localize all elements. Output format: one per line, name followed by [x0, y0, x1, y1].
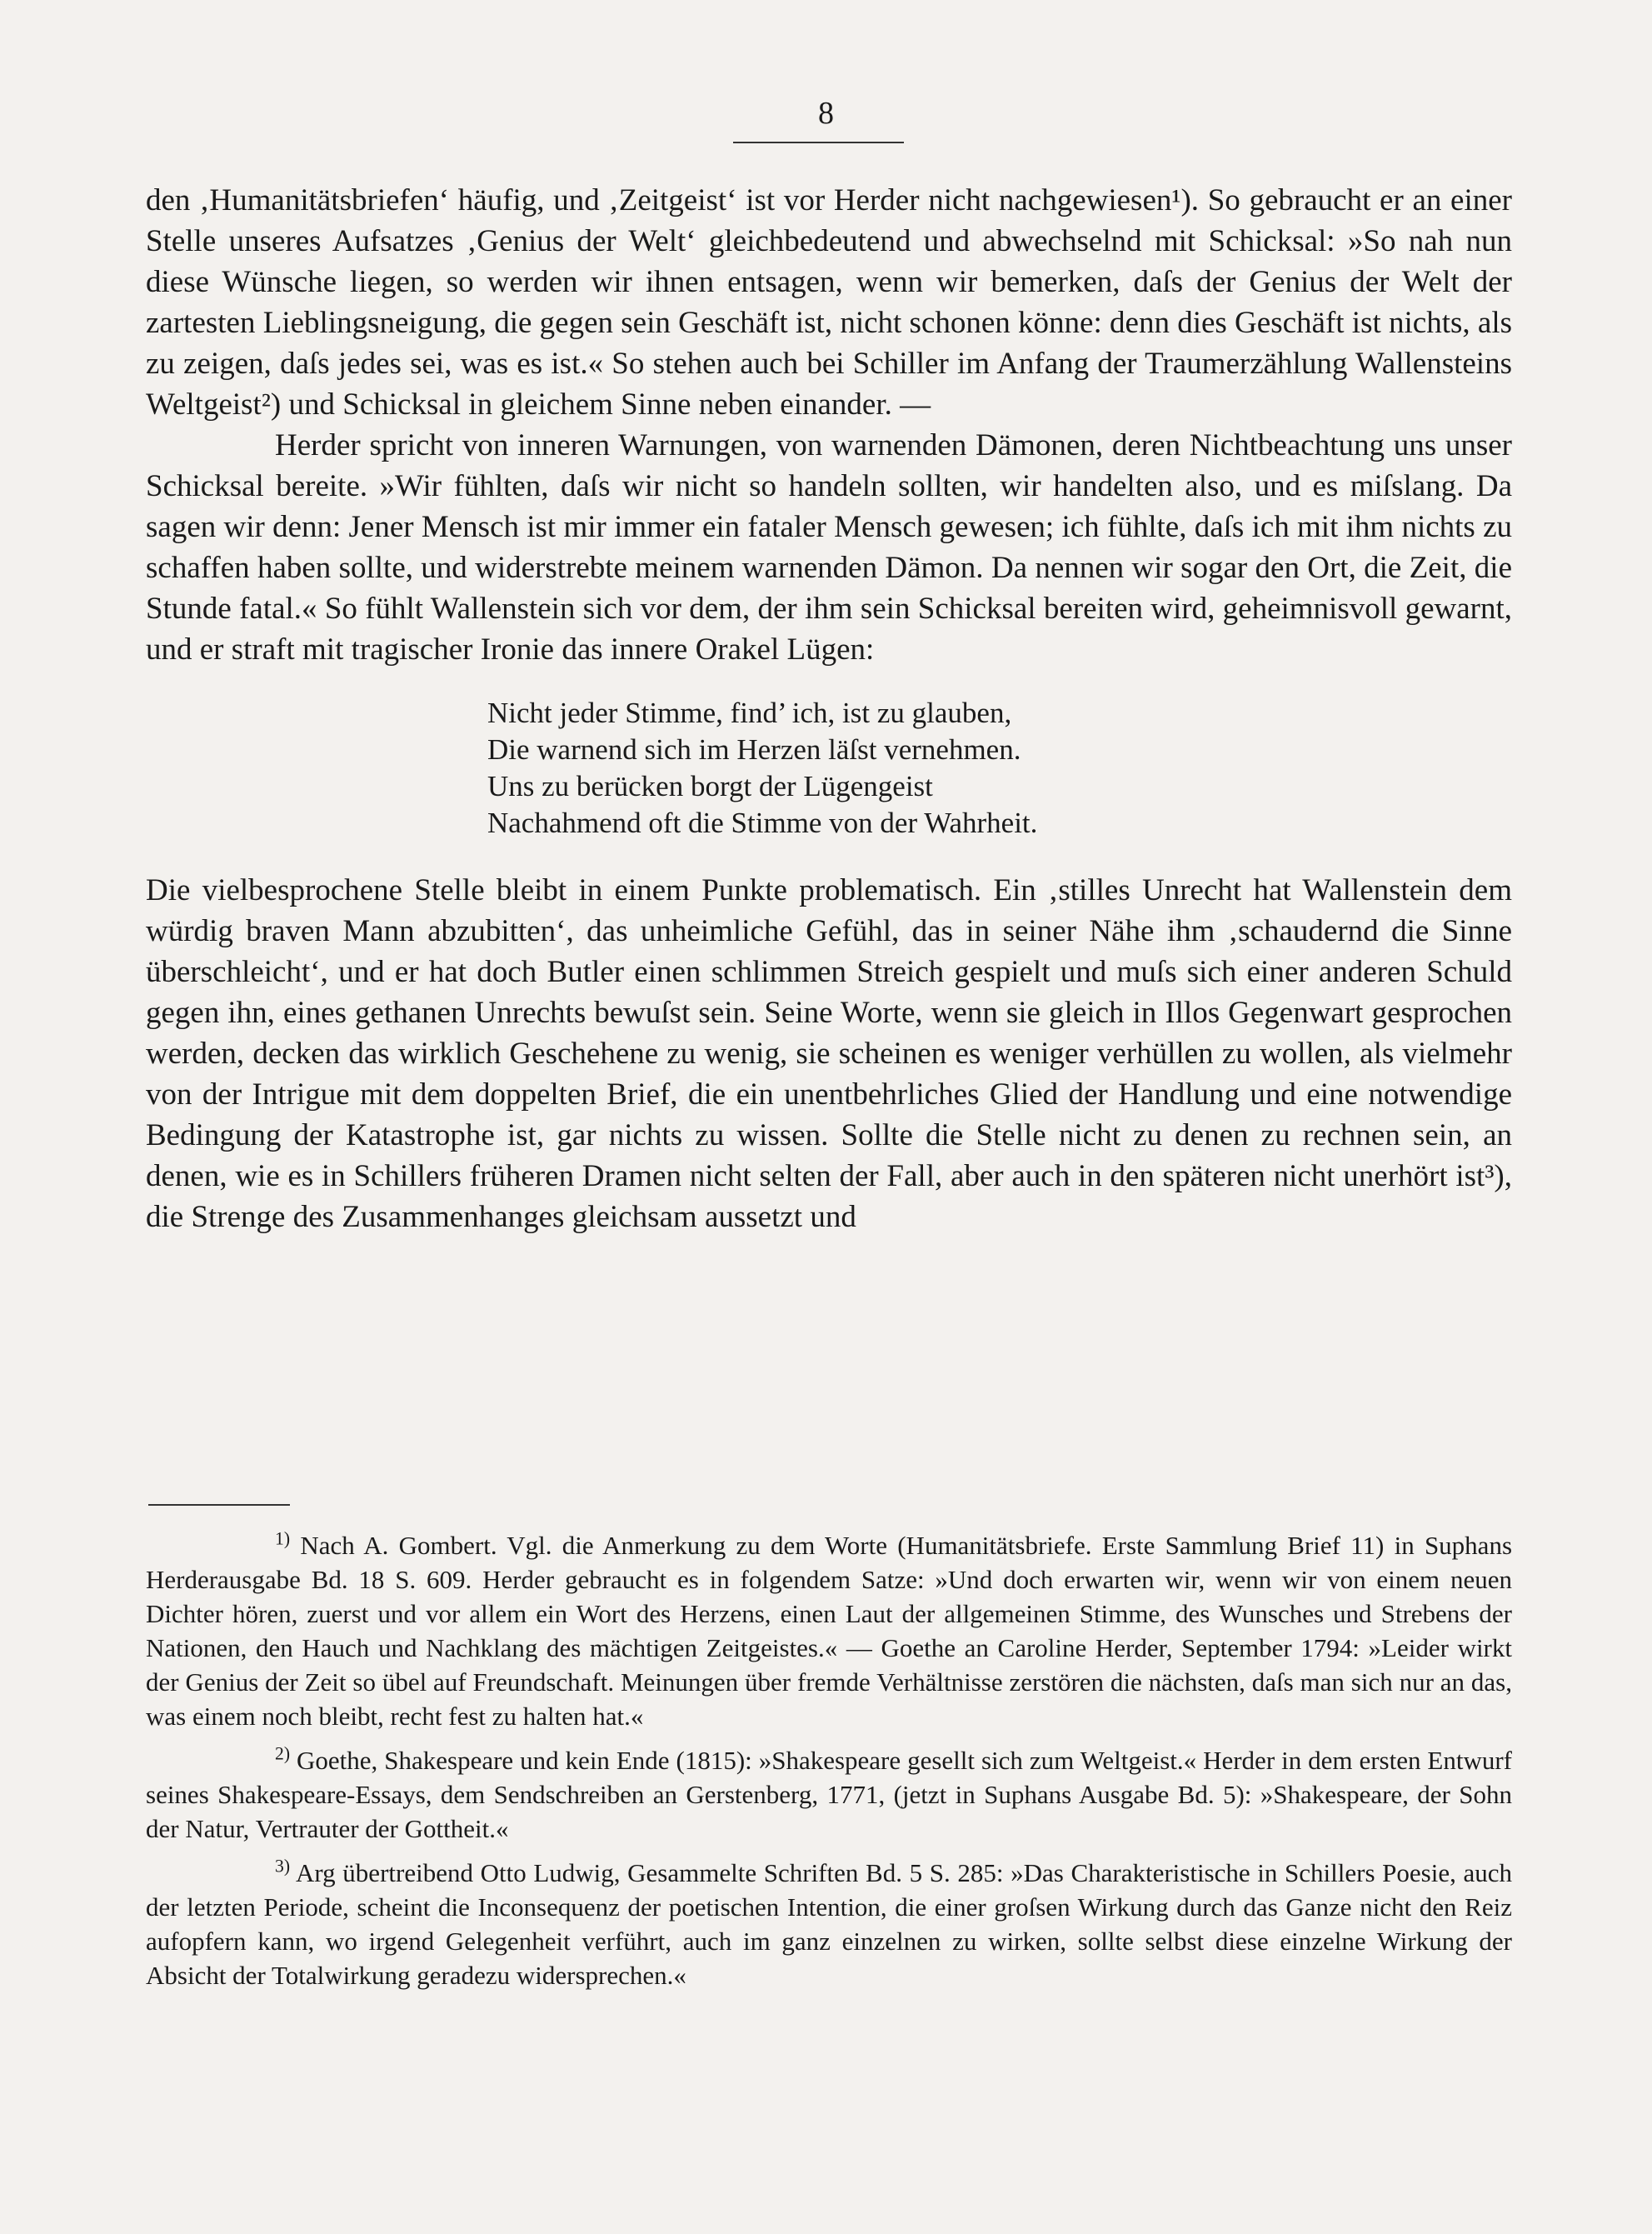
footnote-mark: 1)	[275, 1528, 291, 1549]
page-number: 8	[818, 96, 834, 131]
footnote-text: Arg übertreibend Otto Ludwig, Gesammelte Schriften Bd. 5 S. 285: »Das Charakteristische in Schillers Poesie, auch der letzten Periode, scheint die Inconsequenz der poetischen Intention, die einer groſsen Wirkung durch das Ganze nicht den Reiz aufopfern kann, wo irgend Gelegenheit verführt, auch im ganz einzelnen zu wirken, sollte selbst diese einzelne Wirkung der Absicht der Totalwirkung geradezu widersprechen.«	[146, 1858, 1512, 1990]
footnote-text: Goethe, Shakespeare und kein Ende (1815): »Shakespeare gesellt sich zum Weltgeist.« Herder in dem ersten Entwurf seines Shakespeare-Essays, dem Sendschreiben an Gerstenberg, 1771, (jetzt in Suphans Ausgabe Bd. 5): »Shakespeare, der Sohn der Natur, Vertrauter der Gottheit.«	[146, 1746, 1513, 1843]
paragraph-1: den ‚Humanitätsbriefen‘ häufig, und ‚Zeitgeist‘ ist vor Herder nicht nachgewiesen¹). So gebraucht er an einer Stelle unseres Aufsatzes ‚Genius der Welt‘ gleichbedeutend und abwechselnd mit Schicksal: »So nah nun diese Wünsche liegen, so werden wir ihnen entsagen, wenn wir bemerken, daſs der Genius der Welt der zartesten Lieblingsneigung, die gegen sein Geschäft ist, nicht schonen könne: denn dies Geschäft ist nichts, als zu zeigen, daſs jedes sei, was es ist.« So stehen auch bei Schiller im Anfang der Traumerzählung Wallensteins Weltgeist²) und Schicksal in gleichem Sinne neben einander. —	[146, 183, 1512, 422]
footnote-mark: 2)	[275, 1743, 291, 1764]
verse-line-2: Die warnend sich im Herzen läſst vernehmen.	[487, 733, 1021, 766]
verse-quote	[487, 695, 1512, 842]
main-text	[146, 180, 1512, 1237]
footnote-1	[146, 1528, 1512, 1733]
verse-line-3: Uns zu berücken borgt der Lügengeist	[487, 770, 933, 802]
verse-line-4: Nachahmend oft die Stimme von der Wahrheit.	[487, 807, 1038, 839]
footnote-2	[146, 1743, 1512, 1846]
footnote-mark: 3)	[275, 1856, 291, 1877]
header-rule	[733, 142, 904, 143]
paragraph-3: Die vielbesprochene Stelle bleibt in einem Punkte problematisch. Ein ‚stilles Unrecht hat Wallenstein dem würdig braven Mann abzubitten‘, das unheimliche Gefühl, das in seiner Nähe ihm ‚schaudernd die Sinne überschleicht‘, und er hat doch Butler einen schlimmen Streich gespielt und muſs sich einer anderen Schuld gegen ihn, eines gethanen Unrechts bewuſst sein. Seine Worte, wenn sie gleich in Illos Gegenwart gesprochen werden, decken das wirklich Geschehene zu wenig, sie scheinen es weniger verhüllen zu wollen, als vielmehr von der Intrigue mit dem doppelten Brief, die ein unentbehrliches Glied der Handlung und eine notwendige Bedingung der Katastrophe ist, gar nichts zu wissen. Sollte die Stelle nicht zu denen zu rechnen sein, an denen, wie es in Schillers früheren Dramen nicht selten der Fall, aber auch in den späteren nicht unerhört ist³), die Strenge des Zusammenhanges gleichsam aussetzt und	[146, 873, 1512, 1234]
footnote-text: Nach A. Gombert. Vgl. die Anmerkung zu dem Worte (Humanitätsbriefe. Erste Sammlung Brief 11) in Suphans Herderausgabe Bd. 18 S. 609. Herder gebraucht es in folgendem Satze: »Und doch erwarten wir, wenn wir von einem neuen Dichter hören, zuerst und vor allem ein Wort des Herzens, einen Laut der allgemeinen Stimme, des Wunsches und Strebens der Nationen, den Hauch und Nachklang des mächtigen Zeitgeistes.« — Goethe an Caroline Herder, September 1794: »Leider wirkt der Genius der Zeit so übel auf Freundschaft. Meinungen über fremde Verhältnisse zerstören die nächsten, daſs man sich nur an das, was einem noch bleibt, recht fest zu halten hat.«	[146, 1531, 1513, 1731]
verse-line-1: Nicht jeder Stimme, find’ ich, ist zu glauben,	[487, 697, 1012, 729]
footnote-3	[146, 1856, 1512, 1992]
footnote-rule	[148, 1504, 290, 1506]
paragraph-2: Herder spricht von inneren Warnungen, von warnenden Dämonen, deren Nichtbeachtung uns unser Schicksal bereite. »Wir fühlten, daſs wir nicht so handeln sollten, wir handelten also, und es miſslang. Da sagen wir denn: Jener Mensch ist mir immer ein fataler Mensch gewesen; ich fühlte, daſs ich mit ihm nichts zu schaffen haben sollte, und widerstrebte meinem warnenden Dämon. Da nennen wir sogar den Ort, die Zeit, die Stunde fatal.« So fühlt Wallenstein sich vor dem, der ihm sein Schicksal bereiten wird, geheimnisvoll gewarnt, und er straft mit tragischer Ironie das innere Orakel Lügen:	[146, 428, 1512, 667]
footnotes	[146, 1528, 1512, 2002]
